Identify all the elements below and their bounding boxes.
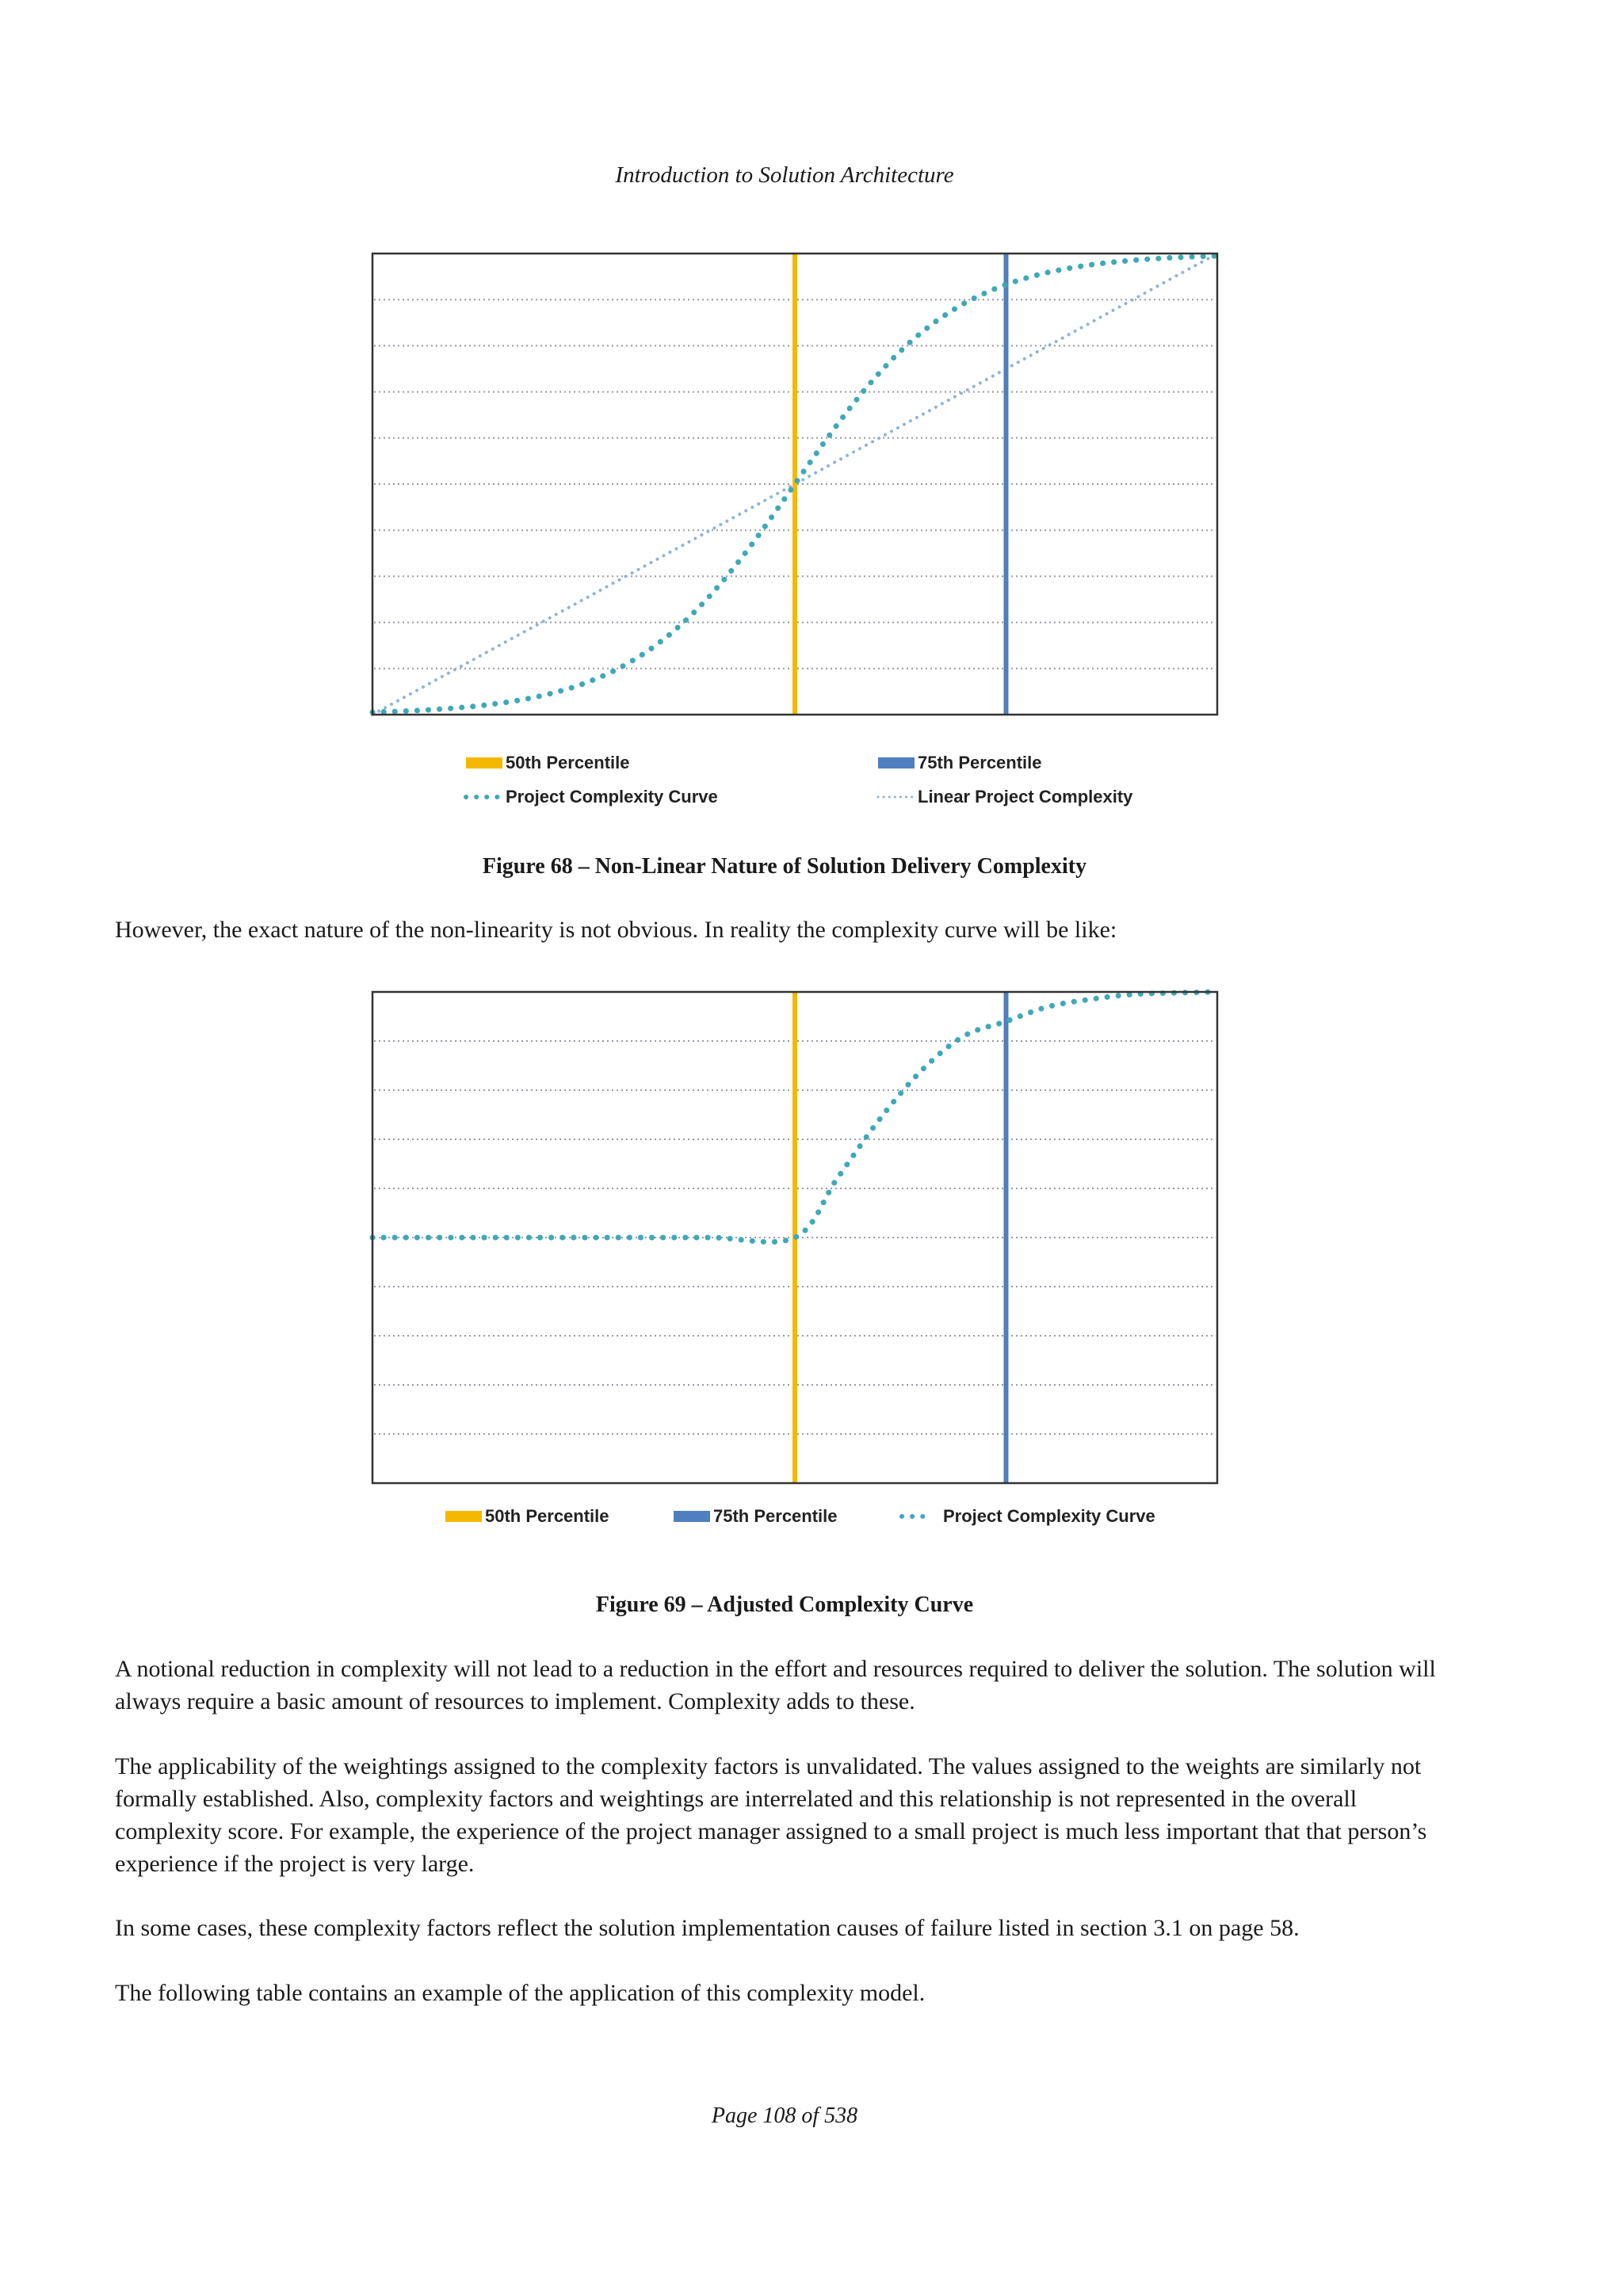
paragraph-3: The applicability of the weightings assigned to the complexity factors is unvalidated. The values assigned to the weights are similarly not formally established. Also, complexity factors and weightings are interrelated and this relationship is not represented in the overall complexity score. For example, the experience of the project manager assigned to a small project is much less important that that person’s experience if the project is very large.: [115, 1753, 1427, 1877]
legend-swatch-p75: [878, 757, 915, 769]
running-header: Introduction to Solution Architecture: [615, 162, 954, 188]
figure-68-legend: [466, 753, 1133, 807]
legend-label-p50: 50th Percentile: [506, 753, 630, 772]
legend-swatch-p50: [466, 757, 502, 769]
figure-69-chart: [372, 992, 1244, 1539]
legend-label-curve: Project Complexity Curve: [506, 787, 718, 807]
figure-69-svg: [372, 992, 1244, 1539]
legend-label-p75: 75th Percentile: [918, 753, 1042, 772]
legend-swatch-p50: [445, 1511, 482, 1522]
figure-69-legend: [445, 1506, 1155, 1526]
paragraph-5: The following table contains an example of the application of this complexity model.: [115, 1980, 926, 2006]
figure-68-chart: [372, 254, 1244, 816]
legend-label-p75: 75th Percentile: [713, 1506, 838, 1526]
page-footer: Page 108 of 538: [711, 2103, 858, 2128]
legend-label-p50: 50th Percentile: [485, 1506, 609, 1526]
figure-69-caption: Figure 69 – Adjusted Complexity Curve: [595, 1592, 974, 1617]
paragraph-1: However, the exact nature of the non-linearity is not obvious. In reality the complexity curve will be like:: [115, 917, 1117, 943]
figure-68-svg: [372, 254, 1244, 816]
paragraph-2: A notional reduction in complexity will not lead to a reduction in the effort and resources required to deliver the solution. The solution will always require a basic amount of resources to implement. Complexity adds to these.: [115, 1656, 1436, 1714]
paragraph-4: In some cases, these complexity factors reflect the solution implementation causes of failure listed in section 3.1 on page 58.: [115, 1915, 1300, 1941]
legend-label-curve: Project Complexity Curve: [943, 1506, 1155, 1526]
legend-swatch-p75: [674, 1511, 710, 1522]
figure-68-caption: Figure 68 – Non-Linear Nature of Solution Delivery Complexity: [482, 854, 1087, 879]
legend-label-linear: Linear Project Complexity: [918, 787, 1133, 807]
